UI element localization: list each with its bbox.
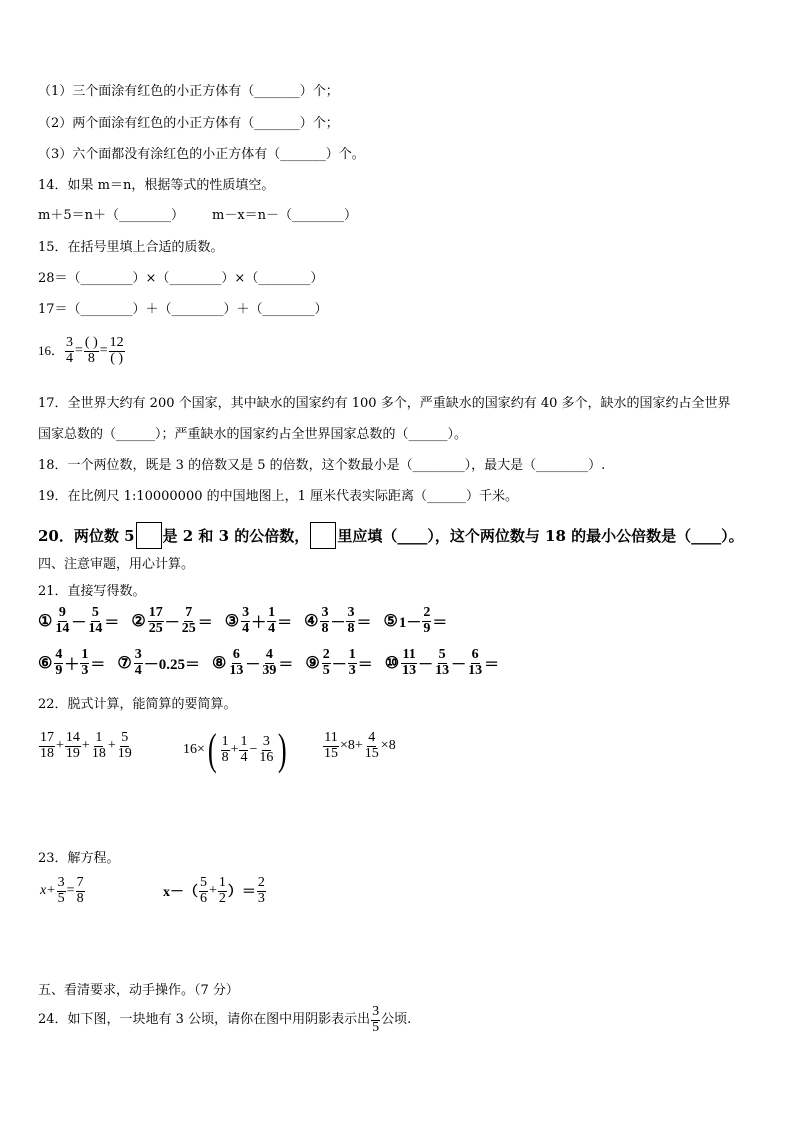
q18-text: 18．一个两位数，既是 3 的倍数又是 5 的倍数，这个数最小是（________），最大是（________）. [38, 458, 606, 473]
q21-item-1: ① $\frac{9}{14}$ － $\frac{5}{14}$ ＝ [38, 605, 120, 636]
q16-equals-2: = [99, 343, 108, 359]
q16-equals-1: = [75, 343, 83, 359]
q15-equation-1: 28＝（________）×（________）×（________） [38, 271, 324, 286]
q16-fraction-1: $\frac{3}{4}$ [66, 335, 74, 366]
q20-blank-box-2 [310, 522, 336, 549]
q21-item-3: ③ $\frac{3}{4}$ ＋ $\frac{1}{4}$ ＝ [224, 605, 293, 636]
q16-equation [38, 336, 126, 366]
q19-text: 19．在比例尺 1:10000000 的中国地图上，1 厘米代表实际距离（______）千米。 [38, 489, 519, 504]
q20-text [38, 522, 744, 549]
q24-text [38, 1005, 411, 1035]
right-paren: ) [278, 725, 288, 774]
q23-title: 23．解方程。 [38, 851, 120, 866]
q13-item-3: （3）六个面都没有涂红色的小正方体有（_______）个。 [38, 147, 365, 162]
q21-item-9: ⑨ $\frac{2}{5}$ － $\frac{1}{3}$ ＝ [305, 647, 373, 678]
q16-fraction-2: $\frac{( )}{8}$ [84, 335, 98, 366]
q24-fraction: $\frac{3}{5}$ [372, 1004, 380, 1035]
q20-part-c: 里应填（____），这个两位数与 18 的最小公倍数是（____）。 [337, 526, 744, 545]
q14-title: 14．如果 m＝n，根据等式的性质填空。 [38, 178, 275, 193]
q21-item-2: ② $\frac{17}{25}$ － $\frac{7}{25}$ ＝ [131, 605, 213, 636]
q16-label: 16． [38, 343, 65, 359]
q24-text-pre: 24．如下图，一块地有 3 公顷，请你在图中用阴影表示出 [38, 1012, 371, 1028]
q14-equation-1: m＋5＝n＋（________） [38, 208, 184, 223]
q21-row-1 [38, 606, 459, 636]
q20-blank-box-1 [136, 522, 162, 549]
q21-title: 21．直接写得数。 [38, 584, 146, 599]
q21-item-7: ⑦ $\frac{3}{4}$ －0.25 ＝ [117, 647, 200, 678]
q21-item-4: ④ $\frac{3}{8}$ － $\frac{3}{8}$ ＝ [304, 605, 372, 636]
q23-equation-1: x+ $\frac{3}{5}$ = $\frac{7}{8}$ [40, 875, 84, 906]
q13-item-2: （2）两个面涂有红色的小正方体有（_______）个； [38, 116, 339, 131]
q15-title: 15．在括号里填上合适的质数。 [38, 240, 224, 255]
left-paren: ( [207, 725, 217, 774]
section-5-heading: 五、看清要求，动手操作。（7 分） [38, 983, 239, 998]
q13-item-1: （1）三个面涂有红色的小正方体有（_______）个； [38, 84, 339, 99]
q22-expression-3: $\frac{11}{15}$ ×8+ $\frac{4}{15}$ ×8 [324, 730, 396, 761]
q24-text-post: 公顷. [381, 1012, 412, 1028]
q21-item-8: ⑧ $\frac{6}{13}$ － $\frac{4}{39}$ ＝ [212, 647, 294, 678]
q15-equation-2: 17＝（________）＋（________）＋（________） [38, 302, 328, 317]
q17-line-1: 17．全世界大约有 200 个国家，其中缺水的国家约有 100 多个，严重缺水的国家约有 40 多个，缺水的国家约占全世界 [38, 396, 731, 411]
q21-item-10: ⑩ $\frac{11}{13}$ － $\frac{5}{13}$ － $\frac{6}{13}$ ＝ [384, 647, 500, 678]
section-4-heading: 四、注意审题，用心计算。 [38, 557, 195, 572]
q16-fraction-3: $\frac{12}{( )}$ [109, 335, 124, 366]
q22-expression-2: 16× ( $\frac{1}{8}$ + $\frac{1}{4}$ − $\frac{3}{16}$ ) [183, 725, 288, 774]
q14-equation-2: m－x＝n－（________） [212, 208, 358, 223]
q23-equation-2: x－（ $\frac{5}{6}$ + $\frac{1}{2}$ ）＝ $\frac{2}{3}$ [163, 875, 265, 906]
q22-expression-1: $\frac{17}{18}$ + $\frac{14}{19}$ + $\frac{1}{18}$ + $\frac{5}{19}$ [40, 730, 132, 761]
q20-part-a: 20．两位数 5 [38, 526, 135, 545]
q21-item-6: ⑥ $\frac{4}{9}$ ＋ $\frac{1}{3}$ ＝ [38, 647, 106, 678]
q17-line-2: 国家总数的（______）；严重缺水的国家约占全世界国家总数的（______）。 [38, 427, 468, 442]
q21-row-2 [38, 648, 511, 678]
q21-item-5: ⑤ 1－ $\frac{2}{9}$ ＝ [383, 605, 448, 636]
q20-part-b: 是 2 和 3 的公倍数， [162, 526, 310, 545]
q22-title: 22．脱式计算，能简算的要简算。 [38, 697, 237, 712]
